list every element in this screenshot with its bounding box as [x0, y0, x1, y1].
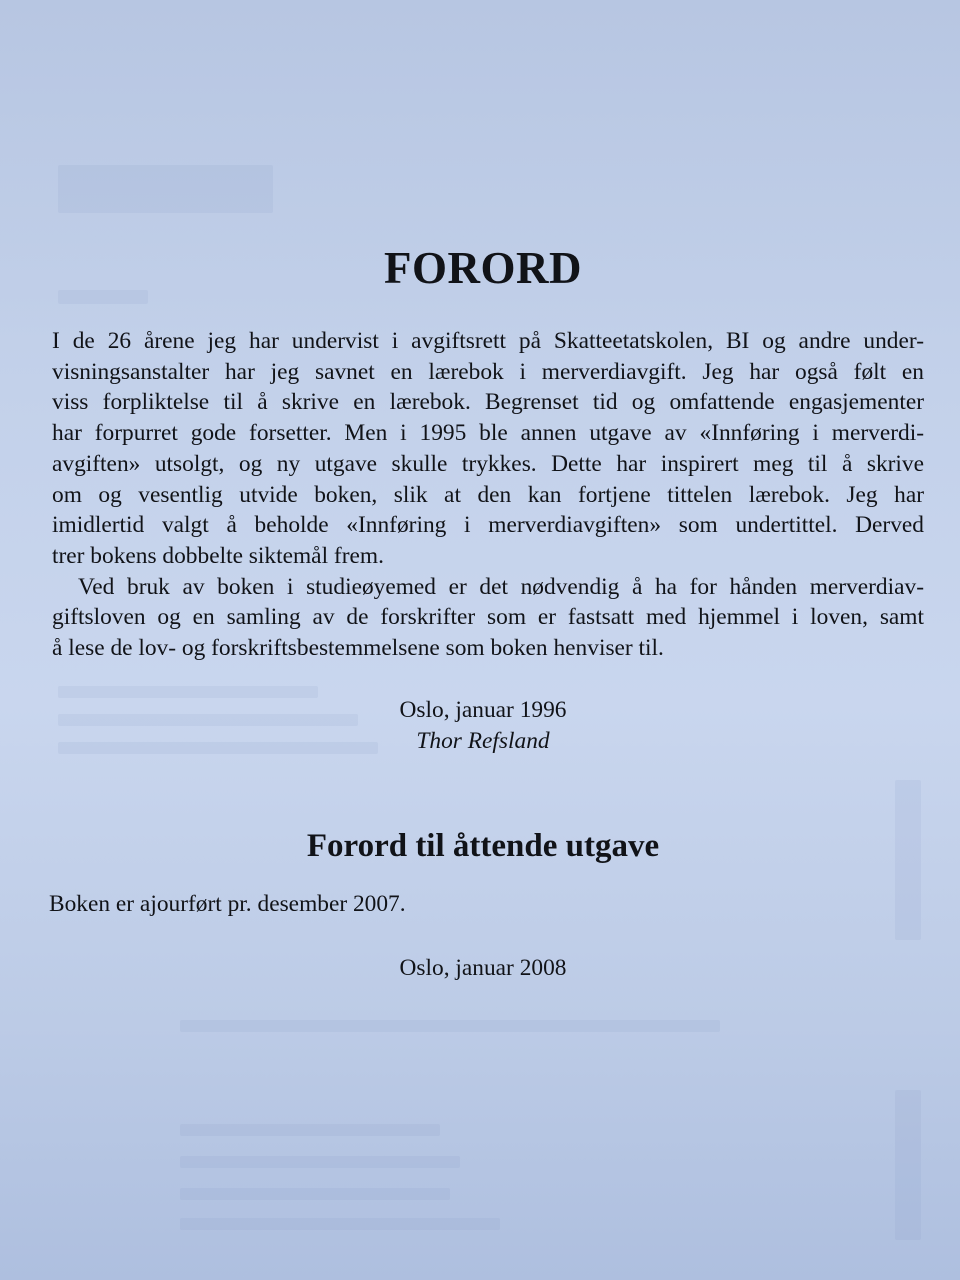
text-line: visningsanstalter har jeg savnet en lærebok i merverdiavgift. Jeg har også følt en [52, 358, 924, 385]
signature-author: Thor Refsland [416, 728, 550, 754]
bleed-through-mark [180, 1156, 460, 1168]
text-line: trer bokens dobbelte siktemål frem. [52, 542, 384, 569]
text-line: har forpurret gode forsetter. Men i 1995 ble annen utgave av «Innføring i merverdi- [52, 420, 924, 447]
section-heading: Forord til åttende utgave [306, 828, 660, 864]
update-note: Boken er ajourført pr. desember 2007. [49, 891, 406, 917]
text-line: viss forpliktelse til å skrive en lærebok. Begrenset tid og omfattende engasjementer [52, 389, 924, 416]
text-line: om og vesentlig utvide boken, slik at den kan fortjene tittelen lærebok. Jeg har [52, 481, 924, 508]
bleed-through-mark [180, 1020, 720, 1032]
signature-place-date: Oslo, januar 1996 [399, 697, 567, 723]
bleed-through-mark [180, 1124, 440, 1136]
bleed-through-mark [58, 165, 273, 213]
foreword-body [52, 326, 924, 664]
signature-place-date-2: Oslo, januar 2008 [399, 955, 567, 981]
text-line: å lese de lov- og forskriftsbestemmelsene som boken henviser til. [52, 635, 664, 662]
bleed-through-mark [180, 1218, 500, 1230]
text-line: Ved bruk av boken i studieøyemed er det nødvendig å ha for hånden merverdiav- [78, 573, 924, 600]
text-line: giftsloven og en samling av de forskrifter som er fastsatt med hjemmel i loven, samt [52, 604, 924, 631]
text-line: imidlertid valgt å beholde «Innføring i merverdiavgiften» som undertittel. Derved [52, 512, 924, 539]
page-title: FORORD [384, 243, 582, 293]
text-line: I de 26 årene jeg har undervist i avgiftsrett på Skatteetatskolen, BI og andre under- [52, 328, 924, 354]
bleed-through-mark [180, 1188, 450, 1200]
text-line: avgiften» utsolgt, og ny utgave skulle trykkes. Dette har inspirert meg til å skrive [52, 450, 924, 477]
bleed-through-mark [895, 1090, 921, 1240]
